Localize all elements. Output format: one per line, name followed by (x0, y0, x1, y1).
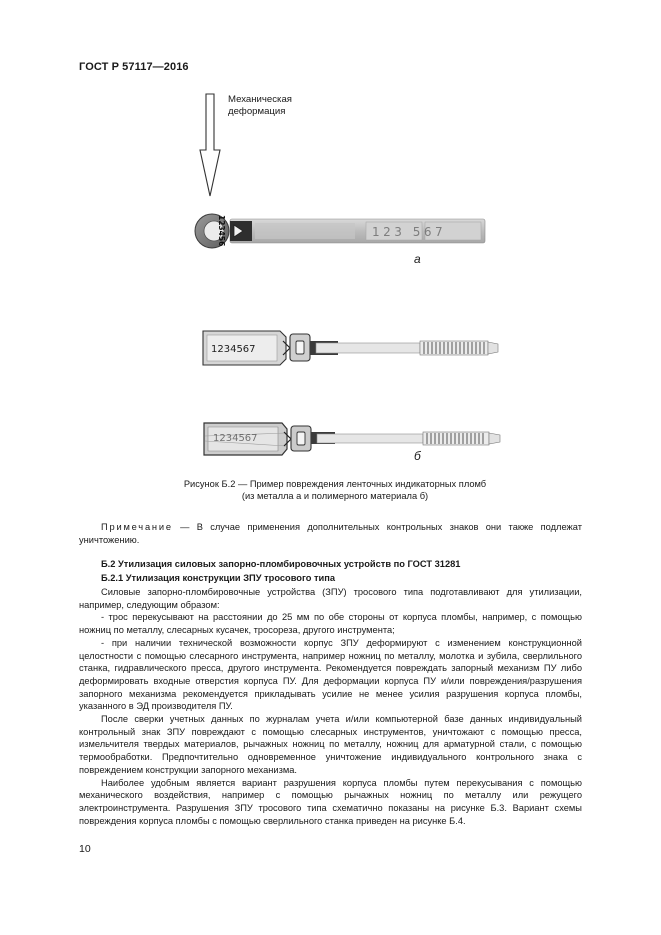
page-number: 10 (79, 843, 91, 855)
deformation-arrow (200, 94, 220, 196)
figure-label-b: б (414, 449, 421, 463)
document-header: ГОСТ Р 57117—2016 (79, 61, 189, 73)
section-heading: Б.2 Утилизация силовых запорно-пломбировочных устройств по ГОСТ 31281 (101, 559, 461, 569)
paragraph-2: - трос перекусывают на расстоянии до 25 мм по обе стороны от корпуса пломбы, например, с помощью ножниц по металлу, слесарных кусачек, тросореза, другого инструмента; (79, 612, 582, 636)
body-text (79, 586, 582, 827)
figure-label-a: а (414, 252, 421, 266)
polymer-seal-damaged (204, 423, 500, 455)
polymer-seal-top (203, 331, 498, 365)
figure-caption (150, 478, 520, 502)
note-label: Примечание (101, 522, 173, 532)
metal-band-seal (195, 214, 485, 248)
arrow-label-line-1: Механическая (228, 94, 292, 105)
arrow-label-line-2: деформация (228, 106, 286, 117)
caption-line-2: (из металла а и полимерного материала б) (241, 491, 429, 501)
caption-line-1: Рисунок Б.2 — Пример повреждения ленточных индикаторных пломб (183, 479, 487, 489)
paragraph-3: - при наличии технической возможности корпус ЗПУ деформируют с изменением конструкционной целостности с помощью слесарного инструмента, например ножниц по металлу, молотка и зубила, сверлильного станка, гидравлического пресса, другого инструмента. Рекомендуется повреждать запорный механизм ПУ либо деформировать входные отверстия корпуса ПУ. Для деформации корпуса ПУ и/или повреждения/разрушения запорного механизма рекомендуется прикладывать усилие не менее усилия разрушения корпуса пломбы, указанного в ЭД производителя ПУ. (79, 637, 582, 712)
seal-a-band-number: 123 567 (372, 225, 447, 239)
paragraph-5: Наиболее удобным является вариант разрушения корпуса пломбы путем перекусывания с помощью механического воздействия, например с помощью рычажных ножниц по металлу или режущего электроинструмента. Разрушения ЗПУ тросового типа схематично показаны на рисунке Б.3. Вариант схемы повреждения корпуса пломбы с помощью сверлильного станка приведен на рисунке Б.4. (79, 777, 582, 826)
seal-b2-number: 1234567 (213, 433, 258, 444)
seal-b1-number: 1234567 (211, 344, 256, 355)
seal-a-ring-number: 123456 (217, 215, 226, 247)
paragraph-4: После сверки учетных данных по журналам учета и/или компьютерной базе данных индивидуальный контрольный знак ЗПУ повреждают с помощью слесарных инструментов, уничтожают с помощью пресса, измельчителя твердых материалов, рычажных ножниц по металлу, ножниц для арматурной стали, с помощью термообработки. Предпочтительно одновременное уничтожение индивидуального контрольного знака с повреждением конструкции запорного механизма. (79, 714, 582, 775)
paragraph-1: Силовые запорно-пломбировочные устройства (ЗПУ) тросового типа подготавливают для утилизации, например, следующим образом: (79, 587, 582, 610)
note-text: — В случае применения дополнительных контрольных знаков они также подлежат уничтожению. (79, 522, 582, 545)
subsection-heading: Б.2.1 Утилизация конструкции ЗПУ тросового типа (101, 573, 336, 583)
note (79, 521, 582, 546)
